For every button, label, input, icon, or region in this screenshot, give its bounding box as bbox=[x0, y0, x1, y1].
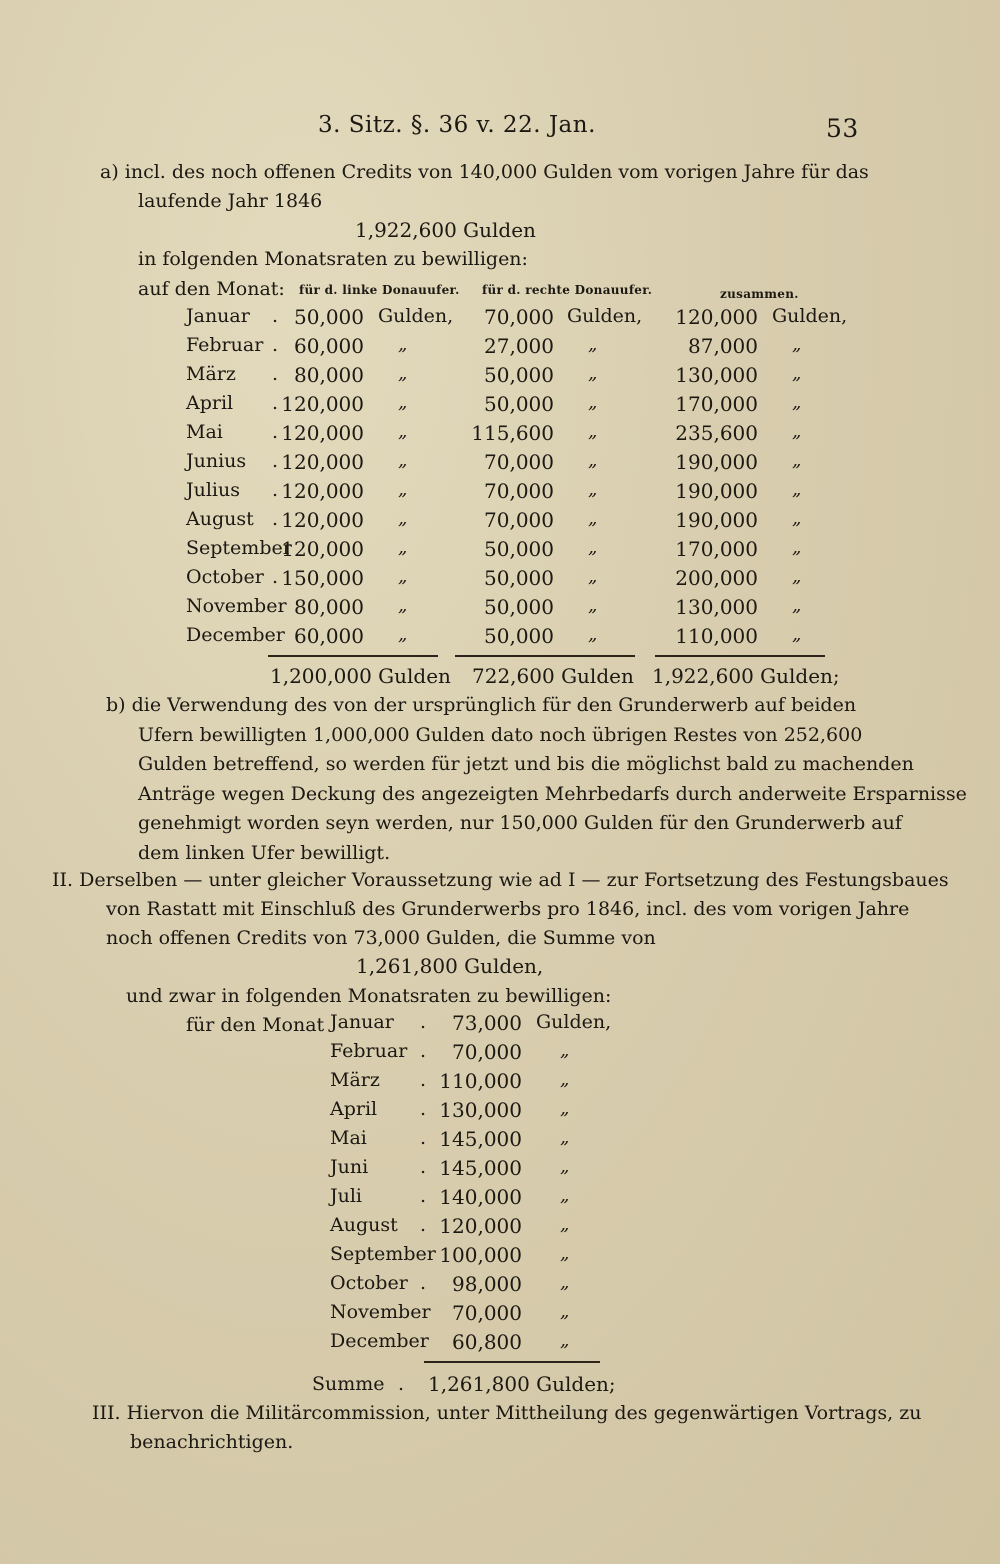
left-bank-value: 50,000 bbox=[294, 305, 364, 329]
total-unit: „ bbox=[792, 508, 802, 529]
section-a-amount: 1,922,600 Gulden bbox=[355, 218, 536, 242]
total-value: 190,000 bbox=[675, 508, 758, 532]
leader-dot: . bbox=[272, 334, 279, 356]
month-label: März bbox=[186, 363, 236, 385]
month-label: Mai bbox=[186, 421, 223, 443]
monthly-value: 100,000 bbox=[439, 1243, 522, 1267]
month-label: Februar bbox=[186, 334, 264, 356]
total-unit: „ bbox=[792, 624, 802, 645]
monthly-value: 60,800 bbox=[452, 1330, 522, 1354]
total-unit: „ bbox=[792, 334, 802, 355]
sum-value-ii: 1,261,800 Gulden; bbox=[428, 1372, 616, 1396]
monthly-value: 140,000 bbox=[439, 1185, 522, 1209]
left-bank-unit: „ bbox=[398, 392, 408, 413]
right-bank-unit: „ bbox=[588, 624, 598, 645]
sum-right-bank: 722,600 Gulden bbox=[472, 664, 634, 688]
sum-rule-right bbox=[455, 655, 635, 657]
right-bank-unit: „ bbox=[588, 392, 598, 413]
total-value: 130,000 bbox=[675, 363, 758, 387]
running-title: 3. Sitz. §. 36 v. 22. Jan. bbox=[318, 112, 596, 138]
month-label: Julius bbox=[186, 479, 240, 501]
section-b-line: Ufern bewilligten 1,000,000 Gulden dato noch übrigen Restes von 252,600 bbox=[138, 723, 863, 746]
sum-rule-left bbox=[268, 655, 438, 657]
section-a-line3: in folgenden Monatsraten zu bewilligen: bbox=[138, 248, 528, 270]
left-bank-value: 120,000 bbox=[281, 479, 364, 503]
left-bank-unit: „ bbox=[398, 421, 408, 442]
page-number: 53 bbox=[826, 114, 859, 143]
month-label: August bbox=[186, 508, 254, 530]
left-bank-value: 80,000 bbox=[294, 595, 364, 619]
leader-dot: . bbox=[272, 392, 279, 414]
left-bank-unit: „ bbox=[398, 595, 408, 616]
section-ii-line: II. Derselben — unter gleicher Voraussetzung wie ad I — zur Fortsetzung des Festungsbaues bbox=[52, 869, 949, 891]
month-label: October bbox=[330, 1272, 408, 1294]
month-label: December bbox=[186, 624, 285, 646]
month-label: Juni bbox=[330, 1156, 369, 1178]
left-bank-value: 60,000 bbox=[294, 334, 364, 358]
month-label: Mai bbox=[330, 1127, 367, 1149]
total-value: 110,000 bbox=[675, 624, 758, 648]
leader-dot: . bbox=[272, 450, 279, 472]
month-label: November bbox=[330, 1301, 431, 1323]
monthly-value: 70,000 bbox=[452, 1040, 522, 1064]
total-value: 190,000 bbox=[675, 450, 758, 474]
total-unit: „ bbox=[792, 450, 802, 471]
total-unit: „ bbox=[792, 392, 802, 413]
right-bank-value: 70,000 bbox=[484, 305, 554, 329]
monthly-unit: „ bbox=[560, 1040, 570, 1061]
month-label: März bbox=[330, 1069, 380, 1091]
left-bank-value: 60,000 bbox=[294, 624, 364, 648]
total-value: 190,000 bbox=[675, 479, 758, 503]
section-iii-line: III. Hiervon die Militärcommission, unter Mittheilung des gegenwärtigen Vortrags, zu bbox=[92, 1402, 922, 1424]
total-value: 170,000 bbox=[675, 537, 758, 561]
section-b-line: genehmigt worden seyn werden, nur 150,000 Gulden für den Grunderwerb auf bbox=[138, 812, 902, 834]
left-bank-value: 120,000 bbox=[281, 537, 364, 561]
right-bank-unit: „ bbox=[588, 421, 598, 442]
left-bank-unit: „ bbox=[398, 334, 408, 355]
total-value: 235,600 bbox=[675, 421, 758, 445]
total-unit: „ bbox=[792, 421, 802, 442]
right-bank-value: 50,000 bbox=[484, 363, 554, 387]
section-a-line2: laufende Jahr 1846 bbox=[138, 190, 323, 212]
monthly-unit: „ bbox=[560, 1243, 570, 1264]
month-label: Januar bbox=[186, 305, 250, 327]
total-value: 120,000 bbox=[675, 305, 758, 329]
right-bank-value: 50,000 bbox=[484, 392, 554, 416]
left-bank-unit: „ bbox=[398, 508, 408, 529]
leader-dot: . bbox=[420, 1069, 427, 1091]
total-unit: Gulden, bbox=[772, 305, 848, 327]
month-label: September bbox=[330, 1243, 436, 1265]
section-ii-prefix: für den Monat bbox=[186, 1014, 325, 1036]
total-unit: „ bbox=[792, 363, 802, 384]
month-label: Januar bbox=[330, 1011, 394, 1033]
right-bank-unit: „ bbox=[588, 363, 598, 384]
section-ii-amount: 1,261,800 Gulden, bbox=[356, 954, 544, 978]
column-header-total: zusammen. bbox=[720, 287, 799, 301]
section-ii-line: noch offenen Credits von 73,000 Gulden, die Summe von bbox=[106, 927, 656, 949]
monthly-value: 145,000 bbox=[439, 1127, 522, 1151]
section-ii-intro: und zwar in folgenden Monatsraten zu bewilligen: bbox=[126, 985, 612, 1007]
sum-rule-ii bbox=[424, 1361, 600, 1363]
left-bank-unit: Gulden, bbox=[378, 305, 454, 327]
right-bank-value: 27,000 bbox=[484, 334, 554, 358]
total-unit: „ bbox=[792, 537, 802, 558]
right-bank-unit: „ bbox=[588, 508, 598, 529]
left-bank-value: 120,000 bbox=[281, 508, 364, 532]
right-bank-value: 70,000 bbox=[484, 479, 554, 503]
monthly-unit: „ bbox=[560, 1098, 570, 1119]
left-bank-value: 150,000 bbox=[281, 566, 364, 590]
month-label: December bbox=[330, 1330, 429, 1352]
section-b-line: Gulden betreffend, so werden für jetzt und bis die möglichst bald zu machenden bbox=[138, 753, 914, 775]
total-value: 87,000 bbox=[688, 334, 758, 358]
monthly-unit: „ bbox=[560, 1127, 570, 1148]
right-bank-unit: Gulden, bbox=[567, 305, 643, 327]
section-ii-line: von Rastatt mit Einschluß des Grunderwerbs pro 1846, incl. des vom vorigen Jahre bbox=[106, 898, 910, 920]
right-bank-value: 50,000 bbox=[484, 537, 554, 561]
section-iii-line: benachrichtigen. bbox=[130, 1431, 294, 1453]
right-bank-value: 70,000 bbox=[484, 508, 554, 532]
left-bank-value: 120,000 bbox=[281, 421, 364, 445]
monthly-unit: „ bbox=[560, 1272, 570, 1293]
month-label: April bbox=[186, 392, 234, 414]
column-header-month: auf den Monat: bbox=[138, 278, 285, 300]
total-value: 130,000 bbox=[675, 595, 758, 619]
leader-dot: . bbox=[420, 1098, 427, 1120]
sum-label-ii: Summe bbox=[312, 1373, 385, 1395]
leader-dot: . bbox=[272, 508, 279, 530]
right-bank-unit: „ bbox=[588, 537, 598, 558]
leader-dot: . bbox=[420, 1127, 427, 1149]
section-b-line: dem linken Ufer bewilligt. bbox=[138, 841, 391, 864]
total-unit: „ bbox=[792, 595, 802, 616]
month-label: August bbox=[330, 1214, 398, 1236]
total-value: 170,000 bbox=[675, 392, 758, 416]
left-bank-unit: „ bbox=[398, 624, 408, 645]
right-bank-unit: „ bbox=[588, 479, 598, 500]
monthly-value: 98,000 bbox=[452, 1272, 522, 1296]
left-bank-value: 120,000 bbox=[281, 450, 364, 474]
left-bank-unit: „ bbox=[398, 450, 408, 471]
monthly-value: 120,000 bbox=[439, 1214, 522, 1238]
sum-dot-ii: . bbox=[398, 1373, 405, 1395]
left-bank-unit: „ bbox=[398, 479, 408, 500]
right-bank-value: 115,600 bbox=[471, 421, 554, 445]
leader-dot: . bbox=[272, 363, 279, 385]
right-bank-value: 50,000 bbox=[484, 595, 554, 619]
sum-left-bank: 1,200,000 Gulden bbox=[270, 664, 451, 688]
month-label: Februar bbox=[330, 1040, 408, 1062]
left-bank-unit: „ bbox=[398, 537, 408, 558]
leader-dot: . bbox=[420, 1011, 427, 1033]
month-label: Junius bbox=[186, 450, 247, 472]
leader-dot: . bbox=[272, 305, 279, 327]
left-bank-unit: „ bbox=[398, 363, 408, 384]
monthly-value: 130,000 bbox=[439, 1098, 522, 1122]
monthly-unit: „ bbox=[560, 1330, 570, 1351]
right-bank-value: 70,000 bbox=[484, 450, 554, 474]
month-label: Juli bbox=[330, 1185, 363, 1207]
section-a-line1: a) incl. des noch offenen Credits von 140,000 Gulden vom vorigen Jahre für das bbox=[100, 161, 869, 183]
sum-total: 1,922,600 Gulden; bbox=[652, 664, 840, 688]
monthly-unit: „ bbox=[560, 1301, 570, 1322]
right-bank-unit: „ bbox=[588, 450, 598, 471]
leader-dot: . bbox=[272, 421, 279, 443]
column-header-right-bank: für d. rechte Donauufer. bbox=[482, 283, 653, 297]
monthly-value: 73,000 bbox=[452, 1011, 522, 1035]
total-unit: „ bbox=[792, 479, 802, 500]
leader-dot: . bbox=[420, 1214, 427, 1236]
left-bank-unit: „ bbox=[398, 566, 408, 587]
month-label: September bbox=[186, 537, 292, 559]
left-bank-value: 120,000 bbox=[281, 392, 364, 416]
monthly-unit: „ bbox=[560, 1185, 570, 1206]
total-value: 200,000 bbox=[675, 566, 758, 590]
month-label: November bbox=[186, 595, 287, 617]
right-bank-unit: „ bbox=[588, 334, 598, 355]
leader-dot: . bbox=[420, 1185, 427, 1207]
month-label: April bbox=[330, 1098, 378, 1120]
leader-dot: . bbox=[420, 1040, 427, 1062]
sum-rule-total bbox=[655, 655, 825, 657]
right-bank-value: 50,000 bbox=[484, 624, 554, 648]
monthly-unit: „ bbox=[560, 1069, 570, 1090]
column-header-left-bank: für d. linke Donauufer. bbox=[299, 283, 460, 297]
leader-dot: . bbox=[420, 1272, 427, 1294]
monthly-unit: „ bbox=[560, 1156, 570, 1177]
left-bank-value: 80,000 bbox=[294, 363, 364, 387]
monthly-value: 70,000 bbox=[452, 1301, 522, 1325]
monthly-value: 110,000 bbox=[439, 1069, 522, 1093]
section-b-line: b) die Verwendung des von der ursprünglich für den Grunderwerb auf beiden bbox=[106, 694, 857, 716]
monthly-unit: Gulden, bbox=[536, 1011, 612, 1033]
section-b-line: Anträge wegen Deckung des angezeigten Mehrbedarfs durch anderweite Ersparnisse bbox=[138, 782, 967, 805]
monthly-value: 145,000 bbox=[439, 1156, 522, 1180]
month-label: October bbox=[186, 566, 264, 588]
right-bank-unit: „ bbox=[588, 566, 598, 587]
leader-dot: . bbox=[272, 566, 279, 588]
total-unit: „ bbox=[792, 566, 802, 587]
right-bank-value: 50,000 bbox=[484, 566, 554, 590]
monthly-unit: „ bbox=[560, 1214, 570, 1235]
leader-dot: . bbox=[272, 479, 279, 501]
right-bank-unit: „ bbox=[588, 595, 598, 616]
leader-dot: . bbox=[420, 1156, 427, 1178]
